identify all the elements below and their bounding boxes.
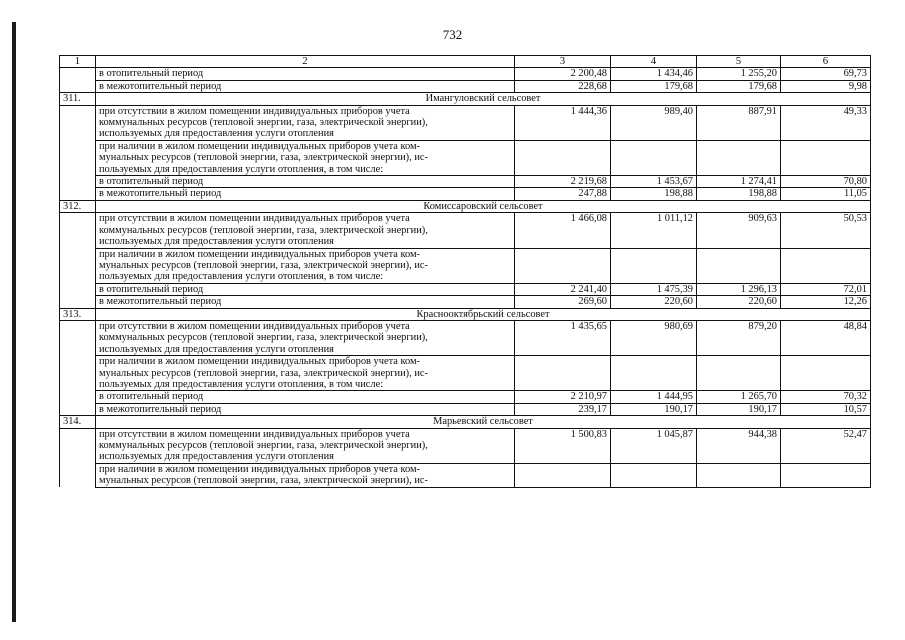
value-cell-v3 [515, 332, 611, 343]
header-cell: 4 [611, 56, 697, 68]
value-cell-v5: 198,88 [697, 188, 781, 200]
description-line: при наличии в жилом помещении индивидуальных приборов учета ком- [96, 140, 515, 152]
value-cell-v4 [611, 260, 697, 271]
present-meter-row [60, 271, 871, 283]
value-cell-v6 [781, 451, 871, 463]
present-meter-row [60, 248, 871, 260]
value-cell-v5 [697, 248, 781, 260]
value-cell-v4 [611, 368, 697, 379]
value-cell-v3: 2 241,40 [515, 283, 611, 295]
label-cell: в межотопительный период [96, 80, 515, 92]
absent-meter-row [60, 344, 871, 356]
description-line: используемых для предоставления услуги отопления [96, 451, 515, 463]
number-cell [60, 475, 96, 487]
description-line: мунальных ресурсов (тепловой энергии, газа, электрической энергии), ис- [96, 260, 515, 271]
section-number: 311. [60, 93, 96, 105]
value-cell-v5: 879,20 [697, 320, 781, 332]
description-line: при отсутствии в жилом помещении индивидуальных приборов учета [96, 105, 515, 117]
value-cell-v4 [611, 332, 697, 343]
value-cell-v3: 228,68 [515, 80, 611, 92]
value-cell-v3 [515, 344, 611, 356]
value-cell-v6 [781, 271, 871, 283]
value-cell-v4 [611, 356, 697, 368]
description-line: при отсутствии в жилом помещении индивидуальных приборов учета [96, 428, 515, 440]
number-cell [60, 164, 96, 176]
label-cell: в отопительный период [96, 283, 515, 295]
value-cell-v5 [697, 368, 781, 379]
value-cell-v3: 2 210,97 [515, 391, 611, 403]
value-cell-v6: 10,57 [781, 403, 871, 415]
value-cell-v3 [515, 451, 611, 463]
value-cell-v5 [697, 475, 781, 487]
value-cell-v5 [697, 117, 781, 128]
value-cell-v4 [611, 225, 697, 236]
value-cell-v3: 239,17 [515, 403, 611, 415]
present-meter-row [60, 260, 871, 271]
present-meter-row [60, 463, 871, 475]
number-cell [60, 225, 96, 236]
period-row [60, 80, 871, 92]
description-line: мунальных ресурсов (тепловой энергии, газа, электрической энергии), ис- [96, 475, 515, 487]
value-cell-v6: 11,05 [781, 188, 871, 200]
section-number: 314. [60, 416, 96, 428]
absent-meter-row [60, 320, 871, 332]
value-cell-v6 [781, 440, 871, 451]
value-cell-v4: 1 453,67 [611, 176, 697, 188]
number-cell [60, 391, 96, 403]
section-number: 312. [60, 200, 96, 212]
header-cell: 5 [697, 56, 781, 68]
value-cell-v6 [781, 332, 871, 343]
value-cell-v6: 12,26 [781, 296, 871, 308]
absent-meter-row [60, 128, 871, 140]
value-cell-v4 [611, 440, 697, 451]
description-line: используемых для предоставления услуги отопления [96, 128, 515, 140]
value-cell-v5 [697, 225, 781, 236]
number-cell [60, 260, 96, 271]
value-cell-v4 [611, 164, 697, 176]
value-cell-v6: 72,01 [781, 283, 871, 295]
value-cell-v6 [781, 164, 871, 176]
number-cell [60, 213, 96, 225]
value-cell-v4: 220,60 [611, 296, 697, 308]
value-cell-v4 [611, 451, 697, 463]
value-cell-v6 [781, 344, 871, 356]
value-cell-v5 [697, 260, 781, 271]
number-cell [60, 271, 96, 283]
section-title-row [60, 416, 871, 428]
number-cell [60, 451, 96, 463]
value-cell-v4 [611, 236, 697, 248]
label-cell: в межотопительный период [96, 296, 515, 308]
absent-meter-row [60, 451, 871, 463]
number-cell [60, 356, 96, 368]
number-cell [60, 368, 96, 379]
value-cell-v5 [697, 128, 781, 140]
label-cell: в межотопительный период [96, 188, 515, 200]
label-cell: в отопительный период [96, 391, 515, 403]
table-body [60, 56, 871, 488]
number-cell [60, 176, 96, 188]
value-cell-v4 [611, 271, 697, 283]
value-cell-v5 [697, 332, 781, 343]
value-cell-v5 [697, 451, 781, 463]
value-cell-v4 [611, 248, 697, 260]
value-cell-v5: 1 274,41 [697, 176, 781, 188]
tariff-table [59, 55, 871, 488]
value-cell-v3 [515, 225, 611, 236]
value-cell-v5: 179,68 [697, 80, 781, 92]
value-cell-v4: 179,68 [611, 80, 697, 92]
value-cell-v5 [697, 379, 781, 391]
number-cell [60, 152, 96, 163]
description-line: коммунальных ресурсов (тепловой энергии, газа, электрической энергии), [96, 332, 515, 343]
value-cell-v6 [781, 128, 871, 140]
nonheating-period-row [60, 403, 871, 415]
description-line: пользуемых для предоставления услуги отопления, в том числе: [96, 379, 515, 391]
value-cell-v5 [697, 152, 781, 163]
description-line: пользуемых для предоставления услуги отопления, в том числе: [96, 164, 515, 176]
value-cell-v6 [781, 379, 871, 391]
value-cell-v3 [515, 164, 611, 176]
number-cell [60, 379, 96, 391]
value-cell-v6: 69,73 [781, 68, 871, 80]
number-cell [60, 236, 96, 248]
number-cell [60, 80, 96, 92]
value-cell-v6 [781, 260, 871, 271]
present-meter-row [60, 164, 871, 176]
section-title: Марьевский сельсовет [96, 416, 871, 428]
present-meter-row [60, 356, 871, 368]
absent-meter-row [60, 428, 871, 440]
value-cell-v6 [781, 152, 871, 163]
value-cell-v3 [515, 271, 611, 283]
number-cell [60, 117, 96, 128]
absent-meter-row [60, 105, 871, 117]
value-cell-v5 [697, 344, 781, 356]
value-cell-v3: 1 466,08 [515, 213, 611, 225]
value-cell-v3 [515, 368, 611, 379]
description-line: коммунальных ресурсов (тепловой энергии, газа, электрической энергии), [96, 440, 515, 451]
number-cell [60, 428, 96, 440]
value-cell-v3: 247,88 [515, 188, 611, 200]
value-cell-v6: 50,53 [781, 213, 871, 225]
description-line: используемых для предоставления услуги отопления [96, 236, 515, 248]
description-line: пользуемых для предоставления услуги отопления, в том числе: [96, 271, 515, 283]
value-cell-v3 [515, 140, 611, 152]
value-cell-v5: 1 255,20 [697, 68, 781, 80]
number-cell [60, 128, 96, 140]
value-cell-v3: 1 435,65 [515, 320, 611, 332]
value-cell-v3: 2 219,68 [515, 176, 611, 188]
value-cell-v5: 909,63 [697, 213, 781, 225]
value-cell-v5 [697, 356, 781, 368]
value-cell-v4 [611, 128, 697, 140]
value-cell-v5: 1 265,70 [697, 391, 781, 403]
value-cell-v4: 1 011,12 [611, 213, 697, 225]
value-cell-v4: 980,69 [611, 320, 697, 332]
description-line: коммунальных ресурсов (тепловой энергии, газа, электрической энергии), [96, 225, 515, 236]
value-cell-v6 [781, 475, 871, 487]
value-cell-v6: 48,84 [781, 320, 871, 332]
value-cell-v4 [611, 475, 697, 487]
value-cell-v4 [611, 463, 697, 475]
value-cell-v3 [515, 236, 611, 248]
header-cell: 3 [515, 56, 611, 68]
absent-meter-row [60, 440, 871, 451]
number-cell [60, 188, 96, 200]
header-cell: 1 [60, 56, 96, 68]
value-cell-v3 [515, 128, 611, 140]
value-cell-v6 [781, 140, 871, 152]
number-cell [60, 296, 96, 308]
value-cell-v6: 49,33 [781, 105, 871, 117]
value-cell-v4: 1 444,95 [611, 391, 697, 403]
value-cell-v3 [515, 152, 611, 163]
value-cell-v3 [515, 248, 611, 260]
description-line: при отсутствии в жилом помещении индивидуальных приборов учета [96, 213, 515, 225]
value-cell-v5: 887,91 [697, 105, 781, 117]
present-meter-row [60, 152, 871, 163]
absent-meter-row [60, 225, 871, 236]
value-cell-v4: 989,40 [611, 105, 697, 117]
value-cell-v3 [515, 379, 611, 391]
value-cell-v4: 1 434,46 [611, 68, 697, 80]
absent-meter-row [60, 332, 871, 343]
nonheating-period-row [60, 188, 871, 200]
section-title-row [60, 200, 871, 212]
value-cell-v4 [611, 117, 697, 128]
value-cell-v4 [611, 344, 697, 356]
heating-period-row [60, 391, 871, 403]
description-line: при наличии в жилом помещении индивидуальных приборов учета ком- [96, 356, 515, 368]
value-cell-v6: 52,47 [781, 428, 871, 440]
value-cell-v5: 944,38 [697, 428, 781, 440]
number-cell [60, 283, 96, 295]
label-cell: в межотопительный период [96, 403, 515, 415]
value-cell-v5 [697, 463, 781, 475]
value-cell-v3 [515, 356, 611, 368]
value-cell-v5 [697, 271, 781, 283]
value-cell-v3 [515, 475, 611, 487]
value-cell-v6: 70,80 [781, 176, 871, 188]
period-row [60, 68, 871, 80]
number-cell [60, 463, 96, 475]
value-cell-v5 [697, 440, 781, 451]
page-number: 732 [442, 27, 463, 42]
description-line: при отсутствии в жилом помещении индивидуальных приборов учета [96, 320, 515, 332]
section-title: Имангуловский сельсовет [96, 93, 871, 105]
header-cell: 2 [96, 56, 515, 68]
value-cell-v4: 1 045,87 [611, 428, 697, 440]
label-cell: в отопительный период [96, 176, 515, 188]
value-cell-v4 [611, 140, 697, 152]
heating-period-row [60, 176, 871, 188]
heating-period-row [60, 283, 871, 295]
number-cell [60, 105, 96, 117]
value-cell-v4: 198,88 [611, 188, 697, 200]
number-cell [60, 403, 96, 415]
value-cell-v5 [697, 164, 781, 176]
absent-meter-row [60, 117, 871, 128]
header-cell: 6 [781, 56, 871, 68]
value-cell-v6 [781, 117, 871, 128]
value-cell-v3 [515, 440, 611, 451]
value-cell-v4 [611, 152, 697, 163]
number-cell [60, 140, 96, 152]
value-cell-v4: 1 475,39 [611, 283, 697, 295]
section-title: Краснооктябрьский сельсовет [96, 308, 871, 320]
value-cell-v5: 1 296,13 [697, 283, 781, 295]
present-meter-row [60, 475, 871, 487]
value-cell-v3: 2 200,48 [515, 68, 611, 80]
description-line: коммунальных ресурсов (тепловой энергии, газа, электрической энергии), [96, 117, 515, 128]
value-cell-v6 [781, 248, 871, 260]
value-cell-v6 [781, 463, 871, 475]
section-title-row [60, 93, 871, 105]
value-cell-v3: 1 500,83 [515, 428, 611, 440]
section-number: 313. [60, 308, 96, 320]
value-cell-v5: 220,60 [697, 296, 781, 308]
absent-meter-row [60, 236, 871, 248]
present-meter-row [60, 140, 871, 152]
present-meter-row [60, 368, 871, 379]
nonheating-period-row [60, 296, 871, 308]
value-cell-v6 [781, 225, 871, 236]
number-cell [60, 440, 96, 451]
description-line: используемых для предоставления услуги отопления [96, 344, 515, 356]
value-cell-v3: 1 444,36 [515, 105, 611, 117]
description-line: мунальных ресурсов (тепловой энергии, газа, электрической энергии), ис- [96, 152, 515, 163]
section-title: Комиссаровский сельсовет [96, 200, 871, 212]
value-cell-v6 [781, 236, 871, 248]
value-cell-v3 [515, 117, 611, 128]
description-line: при наличии в жилом помещении индивидуальных приборов учета ком- [96, 463, 515, 475]
header-row [60, 56, 871, 68]
value-cell-v6 [781, 368, 871, 379]
binding-strip [12, 22, 16, 622]
description-line: при наличии в жилом помещении индивидуальных приборов учета ком- [96, 248, 515, 260]
number-cell [60, 320, 96, 332]
value-cell-v5 [697, 140, 781, 152]
value-cell-v6: 9,98 [781, 80, 871, 92]
value-cell-v3 [515, 463, 611, 475]
present-meter-row [60, 379, 871, 391]
label-cell: в отопительный период [96, 68, 515, 80]
value-cell-v6 [781, 356, 871, 368]
value-cell-v3 [515, 260, 611, 271]
value-cell-v4: 190,17 [611, 403, 697, 415]
absent-meter-row [60, 213, 871, 225]
value-cell-v4 [611, 379, 697, 391]
value-cell-v5: 190,17 [697, 403, 781, 415]
description-line: мунальных ресурсов (тепловой энергии, газа, электрической энергии), ис- [96, 368, 515, 379]
section-title-row [60, 308, 871, 320]
value-cell-v6: 70,32 [781, 391, 871, 403]
value-cell-v5 [697, 236, 781, 248]
number-cell [60, 332, 96, 343]
number-cell [60, 248, 96, 260]
number-cell [60, 344, 96, 356]
value-cell-v3: 269,60 [515, 296, 611, 308]
number-cell [60, 68, 96, 80]
